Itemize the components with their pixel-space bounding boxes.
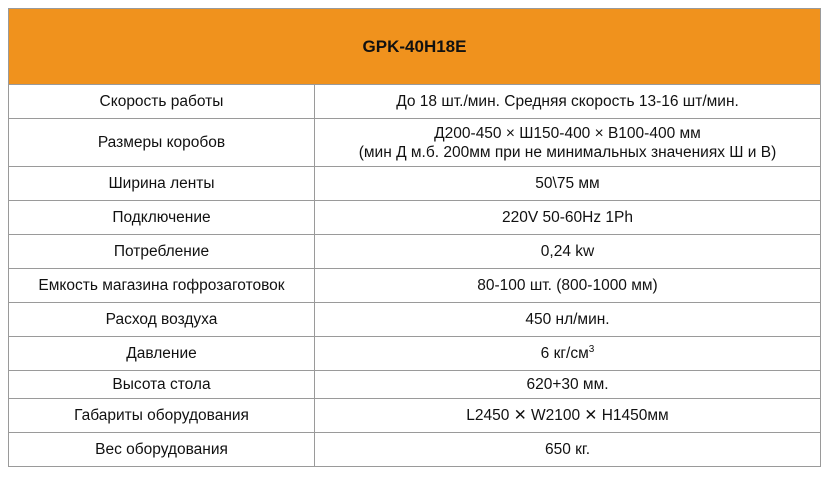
row-value bbox=[315, 337, 821, 371]
table-row bbox=[9, 235, 821, 269]
row-value: 450 нл/мин. bbox=[315, 303, 821, 337]
row-value bbox=[315, 119, 821, 167]
row-label: Высота стола bbox=[9, 371, 315, 399]
row-label: Расход воздуха bbox=[9, 303, 315, 337]
row-value: 620+30 мм. bbox=[315, 371, 821, 399]
row-label: Ширина ленты bbox=[9, 167, 315, 201]
table-row bbox=[9, 337, 821, 371]
table-row bbox=[9, 201, 821, 235]
row-value: 0,24 kw bbox=[315, 235, 821, 269]
row-label: Размеры коробов bbox=[9, 119, 315, 167]
row-label: Вес оборудования bbox=[9, 433, 315, 467]
row-label: Подключение bbox=[9, 201, 315, 235]
row-value: L2450 ✕ W2100 ✕ H1450мм bbox=[315, 399, 821, 433]
row-value-line1: Д200-450 × Ш150-400 × В100-400 мм bbox=[434, 124, 701, 142]
row-label: Габариты оборудования bbox=[9, 399, 315, 433]
row-label: Скорость работы bbox=[9, 85, 315, 119]
row-value-text: 6 кг/см bbox=[540, 345, 589, 362]
table-row bbox=[9, 303, 821, 337]
row-label: Емкость магазина гофрозаготовок bbox=[9, 269, 315, 303]
table-row bbox=[9, 371, 821, 399]
row-value: До 18 шт./мин. Средняя скорость 13-16 шт/мин. bbox=[315, 85, 821, 119]
row-label: Давление bbox=[9, 337, 315, 371]
spec-table bbox=[8, 8, 821, 467]
row-value: 80-100 шт. (800-1000 мм) bbox=[315, 269, 821, 303]
row-label: Потребление bbox=[9, 235, 315, 269]
row-value: 650 кг. bbox=[315, 433, 821, 467]
table-row bbox=[9, 433, 821, 467]
table-row bbox=[9, 269, 821, 303]
header-row bbox=[9, 9, 821, 85]
table-title: GPK-40H18E bbox=[9, 9, 821, 85]
table-row bbox=[9, 399, 821, 433]
row-value-line2: (мин Д м.б. 200мм при не минимальных значениях Ш и В) bbox=[358, 143, 777, 161]
table-row bbox=[9, 85, 821, 119]
row-value: 50\75 мм bbox=[315, 167, 821, 201]
superscript: 3 bbox=[588, 343, 595, 355]
table-row bbox=[9, 167, 821, 201]
table-row bbox=[9, 119, 821, 167]
row-value: 220V 50-60Hz 1Ph bbox=[315, 201, 821, 235]
